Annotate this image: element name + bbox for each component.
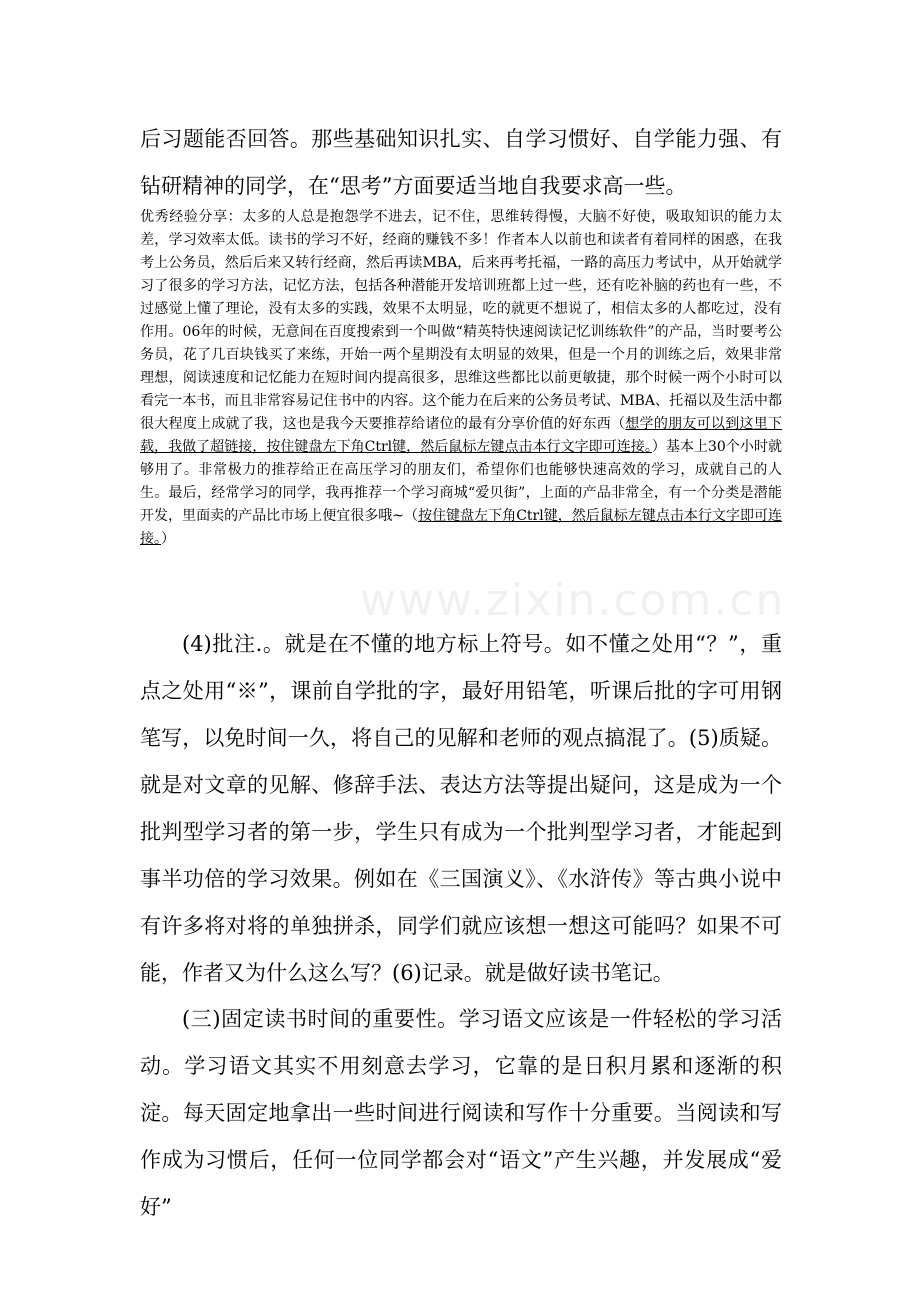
ad-text-2: ）基本上30个小时就够用了。非常极力的推荐给正在高压学习的朋友们，希望你们也能够快速高效的学习，成就自己的人生。最后，经常学习的同学，我再推荐一个学习商城“爱贝街”，上面的产品非常全，有一个分类是潜能开发，里面卖的产品比市场上便宜很多哦~（: [140, 439, 782, 524]
watermark: www.zixin.com.cn: [360, 575, 786, 626]
download-link[interactable]: 想学的朋友可以到这里下载，我做了超链接，按住键盘左下角Ctrl键，然后鼠标左键点击本行文字即可连接。: [140, 416, 783, 455]
paragraph-reading-time: (三)固定读书时间的重要性。学习语文应该是一件轻松的学习活动。学习语文其实不用刻意去学习，它靠的是日积月累和逐渐的积淀。每天固定地拿出一些时间进行阅读和写作十分重要。当阅读和写作成为习惯后，任何一位同学都会对“语文”产生兴趣，并发展成“爱好”: [140, 1007, 782, 1219]
ad-text-1: 优秀经验分享：太多的人总是抱怨学不进去，记不住，思维转得慢，大脑不好使，吸取知识的能力太差，学习效率太低。读书的学习不好，经商的赚钱不多！作者本人以前也和读者有着同样的困惑，在我考上公务员，然后后来又转行经商，然后再读MBA，后来再考托福，一路的高压力考试中，从开始就学习了很多的学习方法，记忆方法，包括各种潜能开发培训班都上过一些，还有吃补脑的药也有一些，不过感觉上懂了理论，没有太多的实践，效果不太明显，吃的就更不想说了，相信太多的人都吃过，没有作用。06年的时候，无意间在百度搜索到一个叫做“精英特快速阅读记忆训练软件”的产品，当时要考公务员，花了几百块钱买了来练，开始一两个星期没有太明显的效果，但是一个月的训练之后，效果非常理想，阅读速度和记忆能力在短时间内提高很多，思维这些都比以前更敏捷，那个时候一两个小时可以看完一本书，而且非常容易记住书中的内容。这个能力在后来的公务员考试、MBA、托福以及生活中都很大程度上成就了我，这也是我今天要推荐给诸位的最有分享价值的好东西（: [140, 209, 782, 432]
ad-text-3: ）: [161, 531, 175, 547]
ad-paragraph: [140, 206, 782, 551]
paragraph-annotation: (4)批注.。就是在不懂的地方标上符号。如不懂之处用“？”，重点之处用“※”，课前自学批的字，最好用铅笔，听课后批的字可用钢笔写，以免时间一久，将自己的见解和老师的观点搞混了。(5)质疑。就是对文章的见解、修辞手法、表达方法等提出疑问，这是成为一个批判型学习者的第一步，学生只有成为一个批判型学习者，才能起到事半功倍的学习效果。例如在《三国演义》、《水浒传》等古典小说中有许多将对将的单独拼杀，同学们就应该想一想这可能吗？如果不可能，作者又为什么这么写？(6)记录。就是做好读书笔记。: [140, 632, 782, 985]
shop-link[interactable]: 按住键盘左下角Ctrl键，然后鼠标左键点击本行文字即可连接。: [140, 508, 782, 547]
paragraph-top: 后习题能否回答。那些基础知识扎实、自学习惯好、自学能力强、有钻研精神的同学，在“思考”方面要适当地自我要求高一些。: [140, 127, 782, 198]
